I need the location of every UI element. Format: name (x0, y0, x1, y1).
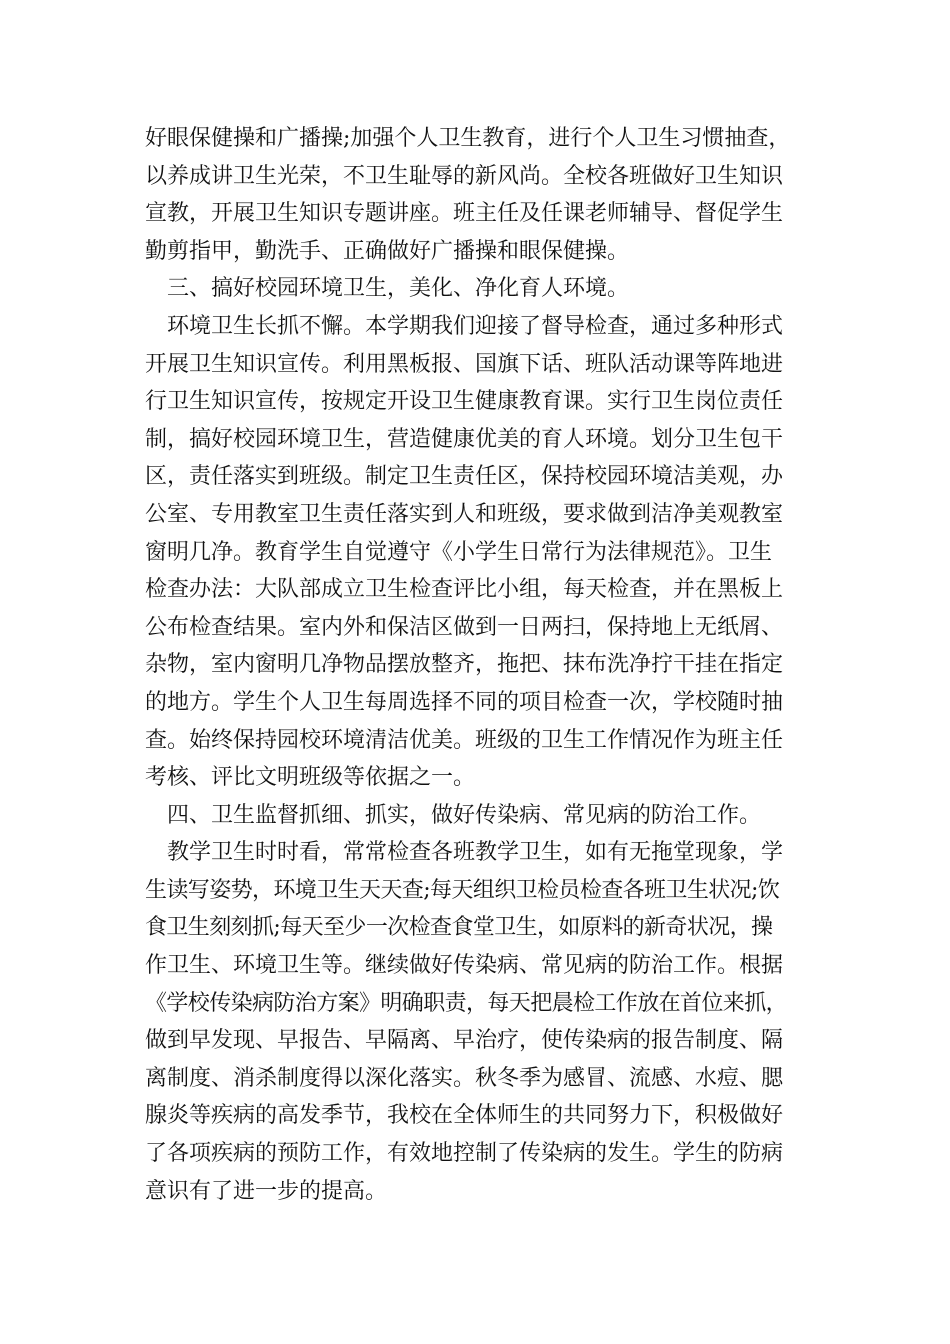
text-line: 行卫生知识宣传，按规定开设卫生健康教育课。实行卫生岗位责任 (145, 389, 784, 415)
text-line: 的地方。学生个人卫生每周选择不同的项目检查一次，学校随时抽 (145, 689, 784, 715)
text-line: 离制度、消杀制度得以深化落实。秋冬季为感冒、流感、水痘、腮 (145, 1065, 784, 1091)
text-line: 公室、专用教室卫生责任落实到人和班级，要求做到洁净美观教室 (145, 501, 784, 527)
section-heading: 四、卫生监督抓细、抓实，做好传染病、常见病的防治工作。 (167, 802, 762, 828)
section-heading: 三、搞好校园环境卫生，美化、净化育人环境。 (167, 276, 630, 302)
text-line: 勤剪指甲，勤洗手、正确做好广播操和眼保健操。 (145, 238, 630, 264)
text-line: 公布检查结果。室内外和保洁区做到一日两扫，保持地上无纸屑、 (145, 614, 784, 640)
text-line: 杂物，室内窗明几净物品摆放整齐，拖把、抹布洗净拧干挂在指定 (145, 652, 784, 678)
text-line: 《学校传染病防治方案》明确职责，每天把晨检工作放在首位来抓， (145, 990, 788, 1016)
text-line: 检查办法：大队部成立卫生检查评比小组，每天检查，并在黑板上 (145, 577, 784, 603)
document-body (145, 120, 825, 1210)
text-line: 宣教，开展卫生知识专题讲座。班主任及任课老师辅导、督促学生 (145, 201, 784, 227)
text-line: 了各项疾病的预防工作，有效地控制了传染病的发生。学生的防病 (145, 1141, 784, 1167)
text-line: 查。始终保持园校环境清洁优美。班级的卫生工作情况作为班主任 (145, 727, 784, 753)
text-line: 好眼保健操和广播操;加强个人卫生教育，进行个人卫生习惯抽查， (145, 126, 791, 151)
text-line: 教学卫生时时看，常常检查各班教学卫生，如有无拖堂现象，学 (167, 840, 784, 866)
text-line: 腺炎等疾病的高发季节，我校在全体师生的共同努力下，积极做好 (145, 1103, 784, 1129)
text-line: 以养成讲卫生光荣，不卫生耻辱的新风尚。全校各班做好卫生知识 (145, 163, 784, 189)
text-line: 做到早发现、早报告、早隔离、早治疗，使传染病的报告制度、隔 (145, 1028, 784, 1054)
text-line: 生读写姿势，环境卫生天天查;每天组织卫检员检查各班卫生状况;饮 (145, 877, 780, 903)
text-line: 环境卫生长抓不懈。本学期我们迎接了督导检查，通过多种形式 (167, 313, 784, 339)
text-line: 窗明几净。教育学生自觉遵守《小学生日常行为法律规范》。卫生 (145, 539, 773, 565)
text-line: 开展卫生知识宣传。利用黑板报、国旗下话、班队活动课等阵地进 (145, 351, 784, 377)
text-line: 区，责任落实到班级。制定卫生责任区，保持校园环境洁美观，办 (145, 464, 784, 490)
text-line: 食卫生刻刻抓;每天至少一次检查食堂卫生，如原料的新奇状况，操 (145, 915, 773, 941)
text-line: 意识有了进一步的提高。 (145, 1178, 388, 1204)
text-line: 考核、评比文明班级等依据之一。 (145, 765, 476, 791)
text-line: 作卫生、环境卫生等。继续做好传染病、常见病的防治工作。根据 (145, 953, 784, 979)
text-line: 制，搞好校园环境卫生，营造健康优美的育人环境。划分卫生包干 (145, 426, 784, 452)
